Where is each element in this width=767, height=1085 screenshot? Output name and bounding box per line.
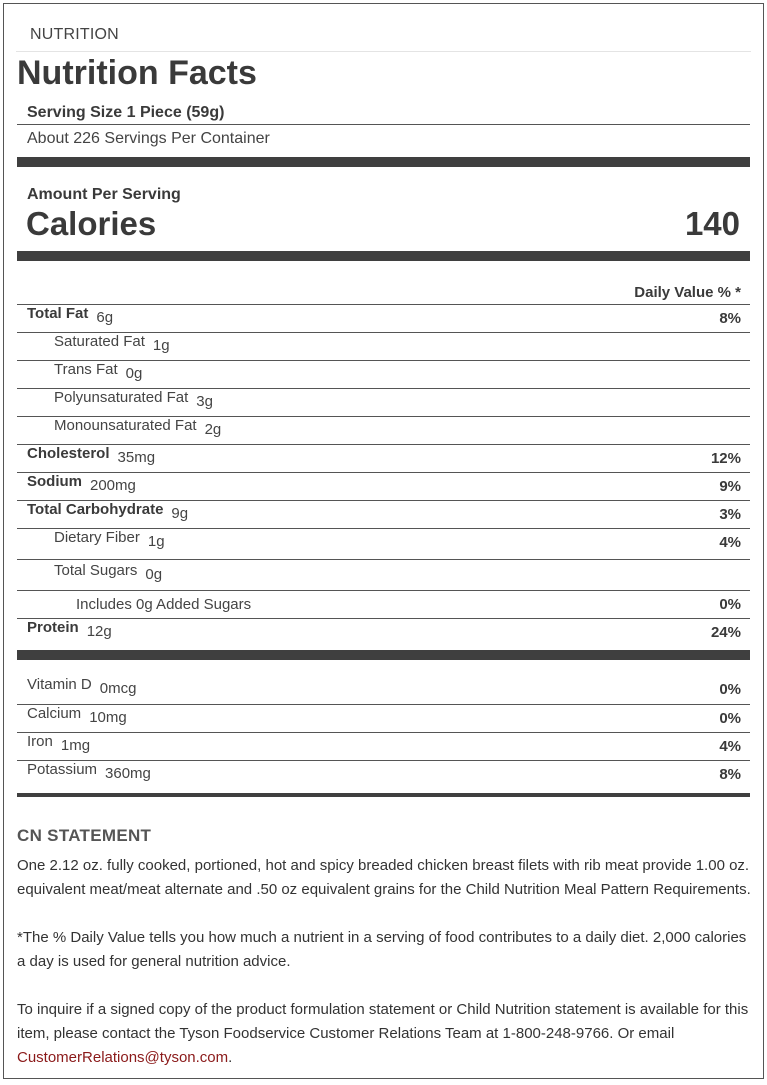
nutrient-pct: 24% <box>710 624 741 641</box>
inquiry-body: To inquire if a signed copy of the product formulation statement or Child Nutrition statement is available for this item, please contact the Tyson Foodservice Customer Relations Team at 1-800-248-9766. Or email <box>17 1001 749 1042</box>
vitamin-row-iron <box>17 732 750 760</box>
nutrient-name: Monounsaturated Fat 2g <box>54 417 222 438</box>
nutrient-name: Dietary Fiber 1g <box>54 529 165 550</box>
nutrient-row-protein <box>17 618 750 651</box>
nutrient-amount: 6g <box>96 309 114 326</box>
nutrient-amount: 200mg <box>90 477 136 494</box>
nutrient-name: Includes 0g Added Sugars <box>76 596 252 613</box>
nutrient-row-polyunsaturated-fat <box>17 388 750 416</box>
nutrient-amount: 1g <box>152 337 170 354</box>
calories-value: 140 <box>684 205 740 242</box>
nutrient-amount: 0g <box>125 365 143 382</box>
nutrient-name: Total Carbohydrate 9g <box>27 501 189 522</box>
nutrient-row-saturated-fat <box>17 332 750 360</box>
nutrition-panel <box>3 3 764 1079</box>
daily-value-note: *The % Daily Value tells you how much a nutrient in a serving of food contributes to a daily diet. 2,000 calories a day is used for general nutrition advice. <box>17 929 747 970</box>
page-title: Nutrition Facts <box>17 54 257 92</box>
nutrient-row-trans-fat <box>17 360 750 388</box>
nutrient-amount: 2g <box>204 421 222 438</box>
nutrient-amount: 9g <box>171 505 189 522</box>
section-label: NUTRITION <box>30 26 119 43</box>
nutrient-row-dietary-fiber <box>17 528 750 559</box>
nutrient-name: Potassium 360mg <box>27 761 151 782</box>
nutrient-pct: 4% <box>719 738 741 755</box>
thick-divider <box>17 251 750 261</box>
nutrient-amount: 1g <box>147 533 165 550</box>
nutrient-name: Total Sugars 0g <box>54 562 163 583</box>
thick-divider <box>17 157 750 167</box>
nutrient-name: Calcium 10mg <box>27 705 127 726</box>
nutrient-pct: 0% <box>719 596 741 613</box>
nutrient-name: Vitamin D 0mcg <box>27 676 137 697</box>
thick-divider <box>17 793 750 797</box>
nutrient-row-cholesterol <box>17 444 750 472</box>
nutrient-pct: 8% <box>719 310 741 327</box>
nutrient-name: Sodium 200mg <box>27 473 136 494</box>
nutrient-name: Cholesterol 35mg <box>27 445 156 466</box>
vitamin-row-potassium <box>17 760 750 788</box>
nutrient-pct: 0% <box>719 710 741 727</box>
nutrient-name: Trans Fat 0g <box>54 361 143 382</box>
nutrient-amount: 10mg <box>89 709 127 726</box>
nutrient-pct: 0% <box>719 681 741 698</box>
servings-per-container: About 226 Servings Per Container <box>27 130 270 147</box>
cn-statement-heading: CN STATEMENT <box>17 826 152 845</box>
nutrient-row-total-sugars <box>17 559 750 590</box>
nutrient-name: Saturated Fat 1g <box>54 333 170 354</box>
nutrient-amount: 35mg <box>117 449 156 466</box>
vitamin-row-vitamin-d <box>17 676 750 704</box>
nutrient-row-monounsaturated-fat <box>17 416 750 444</box>
inquiry-text <box>17 998 757 1070</box>
serving-size: Serving Size 1 Piece (59g) <box>27 104 225 121</box>
nutrient-row-total-fat <box>17 304 750 332</box>
nutrient-pct: 8% <box>719 766 741 783</box>
nutrient-amount: 0g <box>145 566 163 583</box>
nutrient-pct: 4% <box>719 534 741 551</box>
nutrient-amount: 360mg <box>105 765 151 782</box>
thick-divider <box>17 650 750 660</box>
calories-label: Calories <box>26 205 157 242</box>
customer-relations-email-link[interactable]: CustomerRelations@tyson.com <box>17 1049 229 1066</box>
cn-statement-text: One 2.12 oz. fully cooked, portioned, hot and spicy breaded chicken breast filets with rib meat provide 1.00 oz. equivalent meat/meat alternate and .50 oz equivalent grains for the Child Nutrition Meal Pattern Requirements. <box>17 857 751 898</box>
nutrient-amount: 1mg <box>60 737 91 754</box>
vitamin-row-calcium <box>17 704 750 732</box>
nutrient-row-total-carbohydrate <box>17 500 750 528</box>
inquiry-end: . <box>228 1049 233 1066</box>
nutrient-amount: 12g <box>86 623 112 640</box>
divider <box>16 51 751 52</box>
amount-per-serving-label: Amount Per Serving <box>27 186 181 203</box>
nutrient-name: Iron 1mg <box>27 733 91 754</box>
divider <box>17 124 750 125</box>
nutrient-name: Polyunsaturated Fat 3g <box>54 389 213 410</box>
nutrient-pct: 12% <box>710 450 741 467</box>
nutrient-name: Protein 12g <box>27 619 112 640</box>
nutrient-amount: 3g <box>196 393 213 410</box>
nutrient-pct: 3% <box>719 506 741 523</box>
nutrient-row-sodium <box>17 472 750 500</box>
nutrient-name: Total Fat 6g <box>27 305 114 326</box>
nutrient-pct: 9% <box>719 478 741 495</box>
nutrient-row-added-sugars <box>17 590 750 618</box>
daily-value-header: Daily Value % * <box>634 284 741 301</box>
nutrient-amount: 0mcg <box>99 680 137 697</box>
